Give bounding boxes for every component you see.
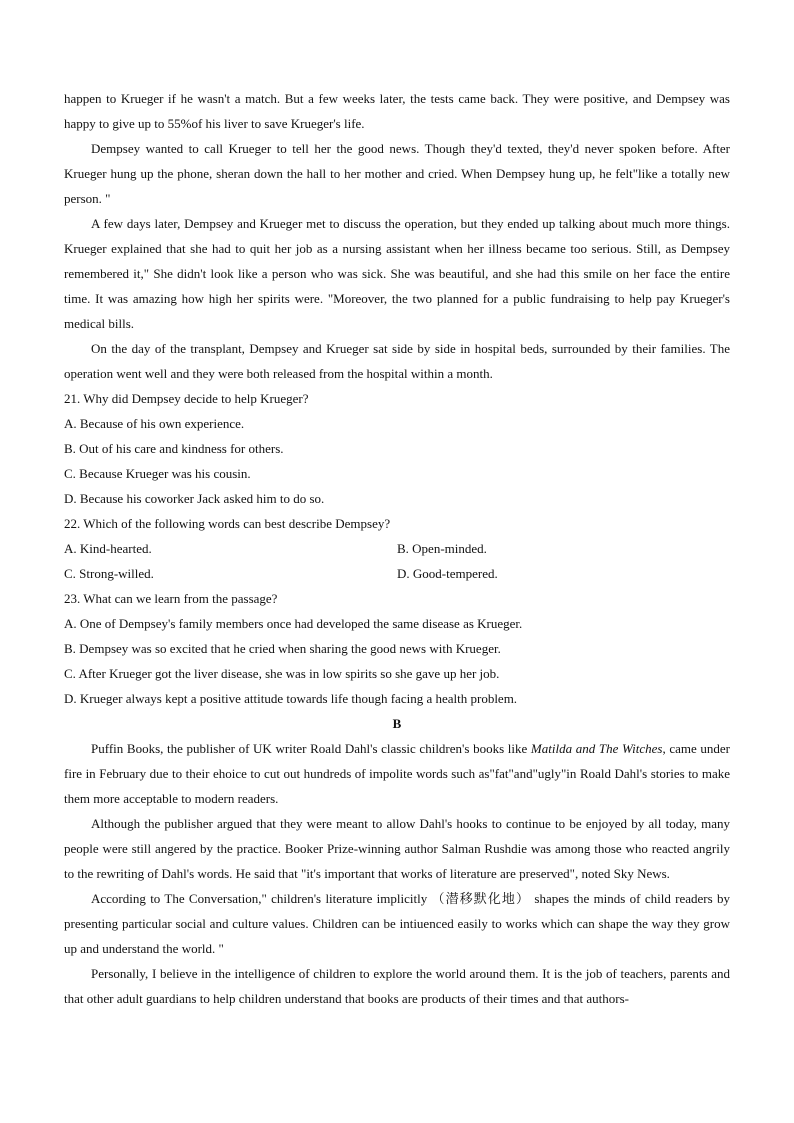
question-22-option-b: B. Open-minded. [397,541,487,556]
passage-a-paragraph-2: Dempsey wanted to call Krueger to tell her the good news. Though they'd texted, they'd never spoken before. After Krueger hung up the phone, sheran down the hall to her mother and cried. When Dempsey hung up, he felt"like a totally new person. " [64,141,730,206]
question-21-option-b: B. Out of his care and kindness for others. [64,441,284,456]
passage-b-paragraph-3: According to The Conversation," children's literature implicitly （潜移默化地） shapes the minds of child readers by presenting particular social and culture values. Children can be intiuenced easily to works which can shape the way they grow up and understand the world. " [64,891,730,956]
question-21-option-d: D. Because his coworker Jack asked him to do so. [64,491,325,506]
section-b-heading: B [392,716,402,731]
document-page [64,86,730,1011]
passage-b-paragraph-1-start: Puffin Books, the publisher of UK writer Roald Dahl's classic children's books like [91,741,531,756]
passage-b-paragraph-1-end: , came under fire in February due to their ehoice to cut out hundreds of impolite words such as"fat"and"ugly"in Roald Dahl's stories to make them more acceptable to modern readers. [64,741,730,806]
passage-b-paragraph-2: Although the publisher argued that they were meant to allow Dahl's hooks to continue to be enjoyed by all today, many people were still angered by the practice. Booker Prize-winning author Salman Rushdie was among those who reacted angrily to the rewriting of Dahl's words. He said that "it's important that works of literature are preserved", noted Sky News. [64,816,730,881]
question-22-stem: 22. Which of the following words can best describe Dempsey? [64,516,391,531]
question-21-option-c: C. Because Krueger was his cousin. [64,466,251,481]
question-21-stem: 21. Why did Dempsey decide to help Krueger? [64,391,309,406]
passage-b-paragraph-1 [64,736,730,811]
question-22-options-row-1 [64,536,730,561]
question-22-option-a: A. Kind-hearted. [64,541,152,556]
question-23-option-c: C. After Krueger got the liver disease, she was in low spirits so she gave up her job. [64,666,500,681]
question-23 [64,586,730,711]
passage-b-paragraph-4: Personally, I believe in the intelligence of children to explore the world around them. It is the job of teachers, parents and that other adult guardians to help children understand that books are products of their times and that authors- [64,966,730,1006]
question-22-options-row-2 [64,561,730,586]
question-22 [64,511,730,586]
question-22-option-d: D. Good-tempered. [397,566,498,581]
passage-a-paragraph-1: happen to Krueger if he wasn't a match. But a few weeks later, the tests came back. They were positive, and Dempsey was happy to give up to 55%of his liver to save Krueger's life. [64,91,730,131]
passage-a-paragraph-4: On the day of the transplant, Dempsey and Krueger sat side by side in hospital beds, surrounded by their families. The operation went well and they were both released from the hospital within a month. [64,341,730,381]
question-21-option-a: A. Because of his own experience. [64,416,245,431]
question-23-option-b: B. Dempsey was so excited that he cried when sharing the good news with Krueger. [64,641,501,656]
passage-a-paragraph-3: A few days later, Dempsey and Krueger met to discuss the operation, but they ended up talking about much more things. Krueger explained that she had to quit her job as a nursing assistant when her illness became too serious. Still, as Dempsey remembered it," She didn't look like a person who was sick. She was beautiful, and she had this smile on her face the entire time. It was amazing how high her spirits were. "Moreover, the two planned for a public fundraising to help pay Krueger's medical bills. [64,216,730,331]
question-22-option-c: C. Strong-willed. [64,566,154,581]
question-21 [64,386,730,511]
question-23-option-a: A. One of Dempsey's family members once had developed the same disease as Krueger. [64,616,523,631]
question-23-stem: 23. What can we learn from the passage? [64,591,278,606]
book-title: Matilda and The Witches [530,741,663,756]
question-23-option-d: D. Krueger always kept a positive attitude towards life though facing a health problem. [64,691,518,706]
